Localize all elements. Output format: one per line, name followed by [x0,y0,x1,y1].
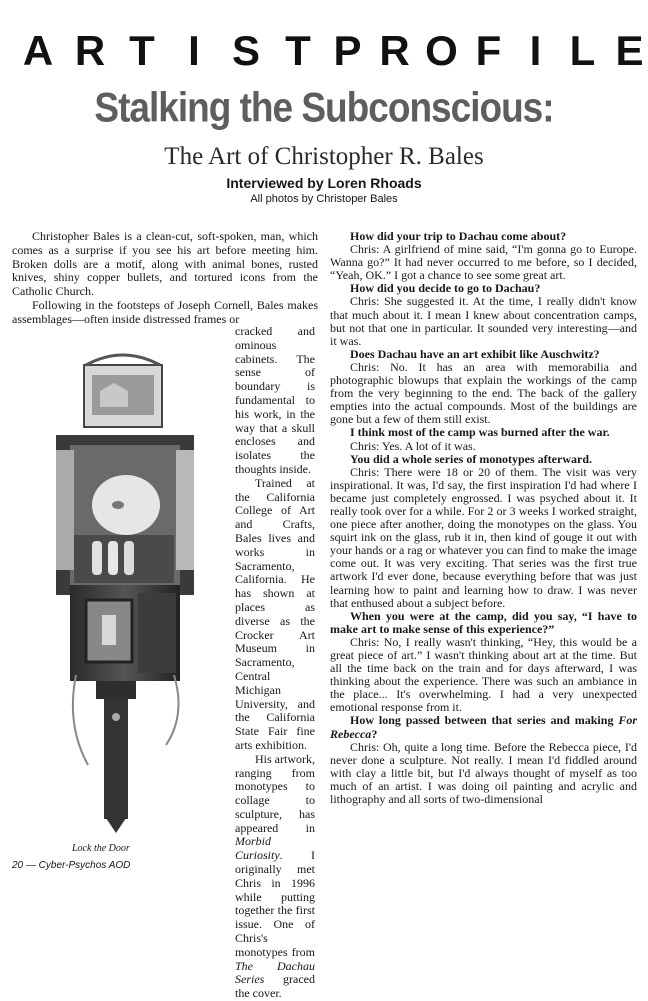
intro-paragraph: Christopher Bales is a clean-cut, soft-spoken, man, which comes as a surprise if you see his art before meeting him. Broken dolls are a motif, along with animal bones, rusted knives, shiny copper bullets, and tortured icons from the Catholic Church. [12,229,318,299]
series-title: The Dachau Series [235,958,315,987]
kicker-letter: I [529,27,542,74]
question: You did a whole series of monotypes afterward. [350,451,592,466]
photo-credit: All photos by Christoper Bales [250,193,398,205]
question: Does Dachau have an art exhibit like Auschwitz? [350,346,600,361]
subtitle: The Art of Christopher R. Bales [164,143,484,170]
question-text: How long passed between that series and making [350,713,619,728]
question: I think most of the camp was burned after the war. [350,425,610,440]
answer: Chris: She suggested it. At the time, I really didn't know that much about it. I mean I knew about concentration camps, but not that one in particular. It sounded very interesting—and it was. [330,294,637,348]
answer: Chris: No, I really wasn't thinking, “Hey, this would be a great piece of art.” I wasn't thinking about art at the time. But all the time back on the train and for days afterward, I was thinking about the experience. There was such an ambiance in the place... It's overwhelming. I had a very unexpected emotional response from it. [330,634,637,715]
answer: Chris: Yes. A lot of it was. [350,438,476,453]
kicker-letter: T [285,27,311,74]
narrow-paragraph: cracked and ominous cabinets. The sense of boundary is fundamental to his work, in the way that a skull encloses and isolates the thoughts inside. [235,324,315,476]
headline: Stalking the Subconscious: [94,84,554,131]
kicker-letter: E [615,27,644,74]
kicker-word-artist [12,28,324,74]
kicker-letter: I [188,27,200,74]
intro-text [12,230,318,327]
image-caption: Lock the Door [72,843,130,854]
narrow-text: . I originally met Chris in 1996 while putting together the first issue. One of Chris's monotypes from [235,848,315,959]
answer: Chris: There were 18 or 20 of them. The visit was very inspirational. It was, I'd say, the first inspiration I'd had where I became just completely engrossed. I was psyched about it. It really took over for a while. For 2 or 3 weeks I worked straight, one piece after another, doing the monotypes on the glass. You squirt ink on the glass, rub it in, then kind of gouge it out with your hands or a rag or whatever you can find to make the image come out. It was very exciting. That series was the first true artwork I'd ever done, because everything before that was just learning how to paint and learning how to draw. I was never that enthused about a subject before. [330,464,637,610]
answer: Chris: A girlfriend of mine said, “I'm gonna go to Europe. Wanna go?” It had never occurred to me before, so I decided, “Yeah, OK.” I got a chance to see some great art. [330,242,637,283]
question [330,714,637,740]
byline: Interviewed by Loren Rhoads [226,175,422,191]
narrow-paragraph [235,753,315,1001]
interview-column [330,230,637,806]
narrow-text: graced the cover. [235,972,315,1001]
narrow-paragraph: Trained at the California College of Art and Crafts, Bales lives and works in Sacramento, California. He has shown at places as diverse as the Crocker Art Museum in Sacramento, Central Michigan University, and the California State Fair fine arts exhibition. [235,475,315,752]
publication-title: Morbid Curiosity [235,834,280,863]
kicker-letter: F [475,27,502,74]
kicker-letter: L [569,27,596,74]
kicker-letter: T [129,27,155,74]
artwork-title: For Rebecca [330,713,637,741]
kicker-letter: A [22,27,54,74]
kicker-letter: P [333,27,362,74]
section-kicker [12,27,644,74]
answer: Chris: No. It has an area with memorabilia and photographic blowups that explain the workings of the camp from the very beginning to the end. The back of the gallery empties into the actual compounds. Most of the buildings are gone but a few of them still exist. [330,359,637,427]
question: When you were at the camp, did you say, “I have to make art to make sense of this experience?” [330,608,637,636]
intro-paragraph: Following in the footsteps of Joseph Cornell, Bales makes assemblages—often inside distressed frames or [12,297,318,326]
narrow-text: His artwork, ranging from monotypes to collage to sculpture, has appeared in [235,751,315,835]
narrow-text-column [235,325,315,1001]
page-folio: 20 — Cyber-Psychos AOD [12,860,131,871]
artwork-photo [56,345,194,835]
question-text: ? [371,726,378,741]
kicker-letter: O [425,27,458,74]
kicker-word-profile [324,28,648,74]
question: How did your trip to Dachau come about? [350,229,567,243]
kicker-letter: R [74,27,106,74]
kicker-letter: S [231,27,260,74]
question: How did you decide to go to Dachau? [350,281,541,296]
kicker-letter: R [379,27,410,74]
answer: Chris: Oh, quite a long time. Before the Rebecca piece, I'd never done a sculpture. Not really. I mean I'd fiddled around with clay a little bit, but I'd always thought of myself as too much of an artist. I was doing oil painting and acrylic and lithography and all sorts of two-dimensional [330,739,637,807]
